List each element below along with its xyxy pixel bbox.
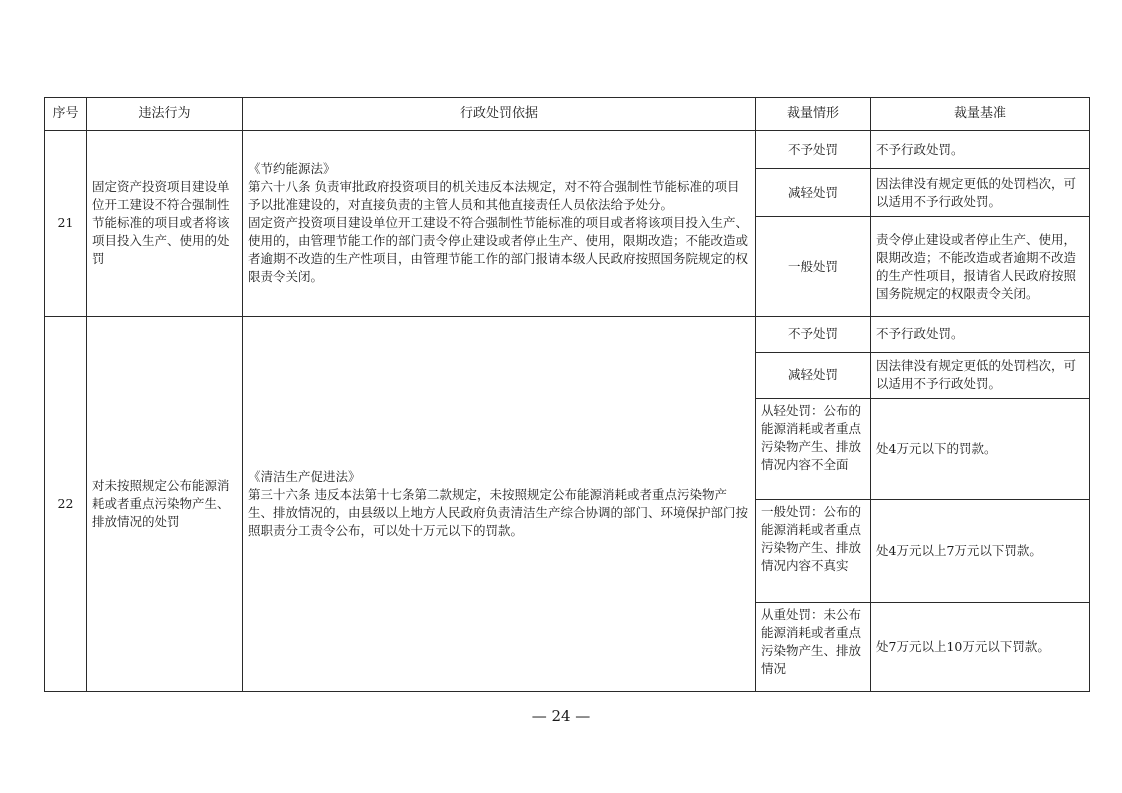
page-number: — 24 —: [531, 707, 591, 725]
discretion-standard: 因法律没有规定更低的处罚档次，可以适用不予行政处罚。: [871, 352, 1090, 398]
discretion-standard: 处4万元以上7万元以下罚款。: [871, 500, 1090, 602]
discretion-situation: 一般处罚：公布的能源消耗或者重点污染物产生、排放情况内容不真实: [756, 500, 871, 602]
basis-law-text: 第六十八条 负责审批政府投资项目的机关违反本法规定，对不符合强制性节能标准的项目予以批准建设的，对直接负责的主管人员和其他直接责任人员依法给予处分。 固定资产投资项目建设单位开工建设不符合强制性节能标准的项目或者将该项目投入生产、使用的，由管理节能工作的部门责令停止建设或者停止生产、使用，限期改造；不能改造或者逾期不改造的生产性项目，由管理节能工作的部门报请本级人民政府按照国务院规定的权限责令关闭。: [248, 179, 749, 285]
header-behavior: 违法行为: [87, 98, 243, 131]
discretion-situation: 减轻处罚: [756, 352, 871, 398]
header-num: 序号: [45, 98, 87, 131]
row-number: 22: [45, 316, 87, 691]
discretion-standard: 不予行政处罚。: [871, 131, 1090, 169]
penalty-basis: [243, 316, 756, 691]
basis-law-text: 第三十六条 违反本法第十七条第二款规定，未按照规定公布能源消耗或者重点污染物产生、排放情况的，由县级以上地方人民政府负责清洁生产综合协调的部门、环境保护部门按照职责分工责令公布，可以处十万元以下的罚款。: [248, 486, 749, 538]
violation-behavior: 对未按照规定公布能源消耗或者重点污染物产生、排放情况的处罚: [87, 316, 243, 691]
header-basis: 行政处罚依据: [243, 98, 756, 131]
discretion-standard: 责令停止建设或者停止生产、使用，限期改造；不能改造或者逾期不改造的生产性项目，报请省人民政府按照国务院规定的权限责令关闭。: [871, 217, 1090, 316]
discretion-standard: 处7万元以上10万元以下罚款。: [871, 602, 1090, 691]
penalty-basis: [243, 131, 756, 317]
penalty-table: [44, 97, 1090, 692]
discretion-situation: 不予处罚: [756, 131, 871, 169]
discretion-situation: 从重处罚：未公布能源消耗或者重点污染物产生、排放情况: [756, 602, 871, 691]
row-number: 21: [45, 131, 87, 317]
table-row: [45, 131, 1090, 169]
table-row: [45, 316, 1090, 352]
discretion-situation: 一般处罚: [756, 217, 871, 316]
header-row: [45, 98, 1090, 131]
discretion-standard: 不予行政处罚。: [871, 316, 1090, 352]
discretion-situation: 从轻处罚：公布的能源消耗或者重点污染物产生、排放情况内容不全面: [756, 398, 871, 499]
discretion-situation: 不予处罚: [756, 316, 871, 352]
discretion-situation: 减轻处罚: [756, 169, 871, 217]
header-standard: 裁量基准: [871, 98, 1090, 131]
discretion-standard: 处4万元以下的罚款。: [871, 398, 1090, 499]
discretion-standard: 因法律没有规定更低的处罚档次，可以适用不予行政处罚。: [871, 169, 1090, 217]
basis-law-title: 《节约能源法》: [248, 161, 336, 177]
violation-behavior: 固定资产投资项目建设单位开工建设不符合强制性节能标准的项目或者将该项目投入生产、使用的处罚: [87, 131, 243, 317]
basis-law-title: 《清洁生产促进法》: [248, 468, 361, 484]
header-situation: 裁量情形: [756, 98, 871, 131]
